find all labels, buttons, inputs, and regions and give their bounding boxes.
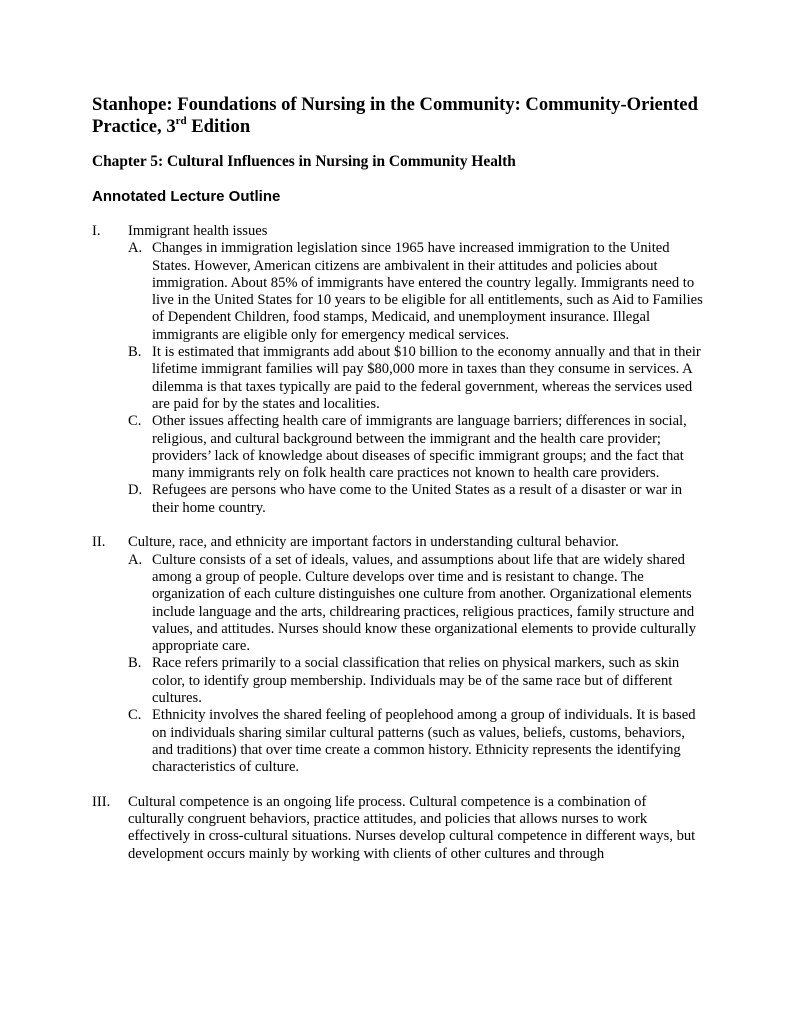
outline-heading: Annotated Lecture Outline [92, 188, 281, 205]
section-heading: Immigrant health issues [128, 223, 268, 239]
item-text: It is estimated that immigrants add about $10 billion to the economy annually and that in their lifetime immigrant families will pay $80,000 more in taxes than they consume in services. A dilemma is that taxes typically are paid to the federal government, whereas the services used are paid for by the states and localities. [152, 344, 701, 412]
item-text: Ethnicity involves the shared feeling of peoplehood among a group of individuals. It is based on individuals sharing similar cultural patterns (such as values, beliefs, customs, behaviors, and traditions) that over time create a common history. Ethnicity represents the identifying characteristics of culture. [152, 707, 696, 776]
outline-item [128, 552, 704, 656]
outline-item [128, 240, 704, 344]
section-number: III. [92, 793, 111, 810]
item-letter: C. [128, 707, 142, 724]
section-number: II. [92, 534, 106, 551]
title-main: Stanhope: Foundations of Nursing in the Community: Community-Oriented Practice, 3 [92, 94, 698, 137]
item-letter: B. [128, 655, 142, 672]
outline-section-2 [92, 534, 704, 776]
item-letter: D. [128, 482, 143, 499]
section-number: I. [92, 223, 101, 239]
outline-item [128, 482, 704, 517]
item-text: Changes in immigration legislation since 1965 have increased immigration to the United States. However, American citizens are ambivalent in their attitudes and policies about immigration. About 85% of immigrants have entered the country legally. Immigrants need to live in the United States for 10 years to be eligible for all entitlements, such as Aid to Families of Dependent Children, food stamps, Medicaid, and unemployment insurance. Illegal immigrants are eligible only for emergency medical services. [152, 240, 703, 343]
item-text: Refugees are persons who have come to the United States as a result of a disaster or war in their home country. [152, 482, 683, 516]
outline-section-1 [92, 223, 704, 517]
title-superscript: rd [175, 114, 187, 127]
section-heading: Cultural competence is an ongoing life process. Cultural competence is a combination of culturally congruent behaviors, practice attitudes, and policies that allows nurses to work effectively in cross-cultural situations. Nurses develop cultural competence in different ways, but development occurs mainly by working with clients of other cultures and through [128, 793, 696, 862]
outline-item [128, 344, 704, 413]
section-heading: Culture, race, and ethnicity are important factors in understanding cultural behavior. [128, 534, 619, 551]
document-title [92, 94, 732, 138]
outline-item [128, 655, 704, 707]
item-letter: B. [128, 344, 142, 361]
item-text: Other issues affecting health care of immigrants are language barriers; differences in social, religious, and cultural background between the immigrant and the health care provider; providers’ lack of knowledge about diseases of specific immigrant groups; and the fact that many immigrants rely on folk health care practices not known to health care providers. [152, 413, 687, 482]
lecture-outline [92, 223, 704, 863]
item-letter: A. [128, 240, 143, 257]
item-text: Race refers primarily to a social classification that relies on physical markers, such as skin color, to identify group membership. Individuals may be of the same race but of different cultures. [152, 655, 680, 707]
chapter-heading: Chapter 5: Cultural Influences in Nursing in Community Health [92, 153, 516, 170]
item-letter: A. [128, 551, 143, 568]
outline-item [128, 413, 704, 482]
item-text: Culture consists of a set of ideals, values, and assumptions about life that are widely shared among a group of people. Culture develops over time and is resistant to change. The organization of each culture distinguishes one culture from another. Organizational elements include language and the arts, childrearing practices, religious practices, family structure and values, and attitudes. Nurses should know these organizational elements to provide culturally appropriate care. [152, 551, 697, 655]
outline-item [128, 707, 704, 776]
outline-section-3 [92, 794, 704, 863]
title-end: Edition [186, 116, 251, 137]
item-letter: C. [128, 413, 142, 430]
